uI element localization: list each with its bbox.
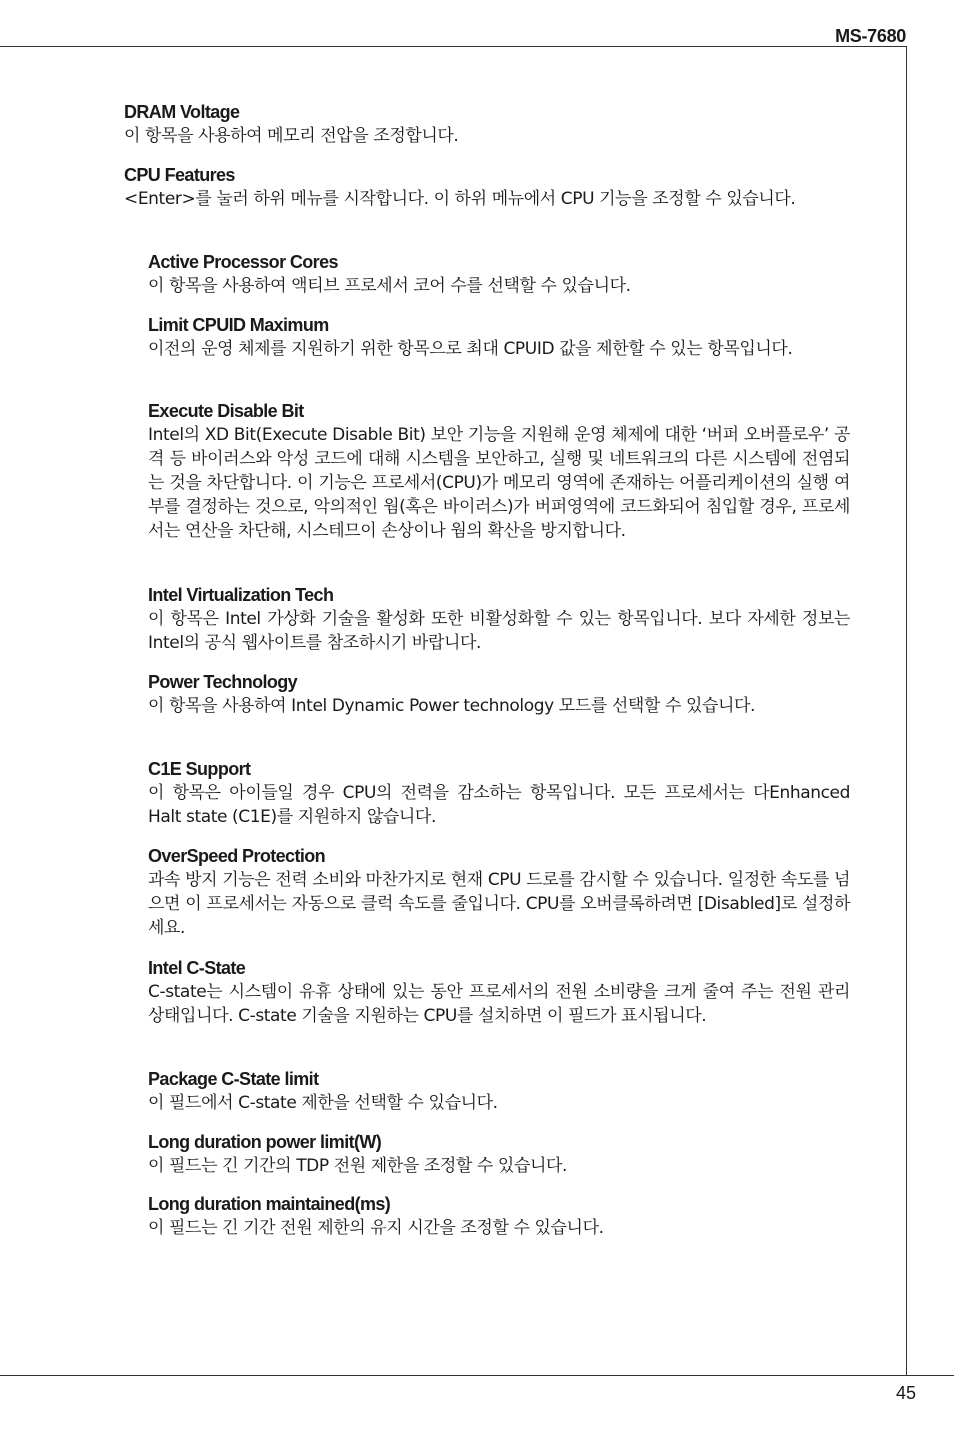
section-title: Intel C-State (148, 958, 246, 978)
section-body: 과속 방지 기능은 전력 소비와 마찬가지로 현재 CPU 드로를 감시할 수 있습니다. 일정한 속도를 넘으면 이 프로세서는 자동으로 클럭 속도를 줄입니다. CPU를 오버클록하려면 [Disabled]로 설정하세요. (148, 870, 850, 938)
section-body: 이 필드는 긴 기간의 TDP 전원 제한을 조정할 수 있습니다. (148, 1156, 568, 1176)
section-title: Power Technology (148, 672, 298, 692)
page-number: 45 (895, 1383, 916, 1403)
margin-rule (906, 46, 907, 1376)
section-body: 이 필드는 긴 기간 전원 제한의 유지 시간을 조정할 수 있습니다. (148, 1218, 604, 1238)
section-overspeed-protection (148, 845, 850, 940)
section-body: 이 항목을 사용하여 메모리 전압을 조정합니다. (124, 126, 459, 146)
section-title: C1E Support (148, 759, 251, 779)
section-title: DRAM Voltage (124, 102, 240, 122)
header-rule (0, 46, 907, 47)
footer-rule (0, 1375, 954, 1376)
section-power-technology (148, 671, 850, 718)
section-body: 이전의 운영 체제를 지원하기 위한 항목으로 최대 CPUID 값을 제한할 수 있는 항목입니다. (148, 339, 793, 359)
section-title: Limit CPUID Maximum (148, 315, 329, 335)
section-title: CPU Features (124, 165, 235, 185)
section-body: 이 항목을 사용하여 액티브 프로세서 코어 수를 선택할 수 있습니다. (148, 276, 631, 296)
section-body: 이 필드에서 C-state 제한을 선택할 수 있습니다. (148, 1093, 498, 1113)
section-body: <Enter>를 눌러 하위 메뉴를 시작합니다. 이 하위 메뉴에서 CPU 기능을 조정할 수 있습니다. (124, 189, 796, 209)
section-limit-cpuid-maximum (148, 314, 850, 361)
section-dram-voltage (124, 101, 848, 148)
section-body: C-state는 시스템이 유휴 상태에 있는 동안 프로세서의 전원 소비량을 크게 줄여 주는 전원 관리 상태입니다. C-state 기술을 지원하는 CPU를 설치하면 이 필드가 표시됩니다. (148, 982, 850, 1026)
section-body: 이 항목은 Intel 가상화 기술을 활성화 또한 비활성화할 수 있는 항목입니다. 보다 자세한 정보는 Intel의 공식 웹사이트를 참조하시기 바랍니다. (148, 609, 850, 653)
section-intel-c-state (148, 957, 850, 1028)
section-title: Intel Virtualization Tech (148, 585, 334, 605)
section-title: Long duration maintained(ms) (148, 1194, 391, 1214)
section-cpu-features (124, 164, 848, 211)
section-long-duration-maintained (148, 1193, 850, 1240)
section-title: Execute Disable Bit (148, 401, 304, 421)
section-body: 이 항목을 사용하여 Intel Dynamic Power technology 모드를 선택할 수 있습니다. (148, 696, 756, 716)
section-execute-disable-bit (148, 400, 850, 543)
section-body: Intel의 XD Bit(Execute Disable Bit) 보안 기능을 지원해 운영 체제에 대한 ‘버퍼 오버플로우’ 공격 등 바이러스와 악성 코드에 대해 시스템을 보안하고, 실행 및 네트워크의 다른 시스템에 전염되는 것을 차단합니다. 이 기능은 프로세서(CPU)가 메모리 영역에 존재하는 어플리케이션의 실행 여부를 결정하는 것으로, 악의적인 웜(혹은 바이러스)가 버퍼영역에 코드화되어 침입할 경우, 프로세서는 연산을 차단해, 시스테므이 손상이나 웜의 확산을 방지합니다. (148, 425, 850, 541)
section-body: 이 항목은 아이들일 경우 CPU의 전력을 감소하는 항목입니다. 모든 프로세서는 다Enhanced Halt state (C1E)를 지원하지 않습니다. (148, 783, 850, 827)
section-c1e-support (148, 758, 850, 829)
section-title: OverSpeed Protection (148, 846, 326, 866)
section-long-duration-power-limit (148, 1131, 850, 1178)
section-active-processor-cores (148, 251, 850, 298)
model-number: MS-7680 (835, 26, 906, 46)
section-intel-virtualization-tech (148, 584, 850, 655)
section-package-c-state-limit (148, 1068, 850, 1115)
section-title: Active Processor Cores (148, 252, 338, 272)
section-title: Package C-State limit (148, 1069, 319, 1089)
section-title: Long duration power limit(W) (148, 1132, 382, 1152)
